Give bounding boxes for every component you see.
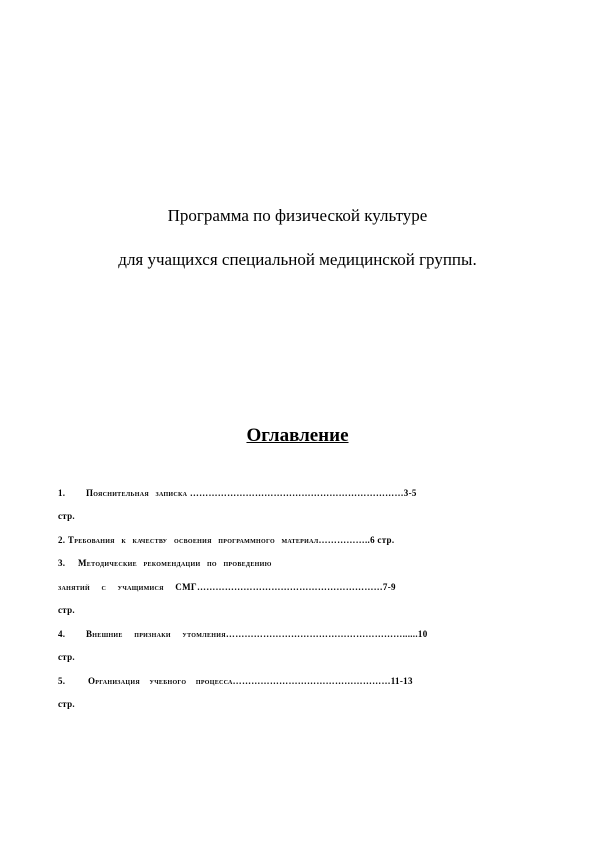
toc-item-text: Требования к качеству освоения программного материал (67, 535, 319, 545)
toc-item-number: 4. (58, 629, 66, 639)
toc-item-3-continued (58, 582, 396, 592)
toc-item-number: 3. (58, 558, 66, 568)
toc-item-page: стр. (58, 511, 75, 521)
toc-item-page: ……………………………………………………7-9 (196, 582, 396, 592)
toc-item-page: стр. (58, 699, 75, 709)
toc-item-5-continued (58, 699, 75, 709)
toc-item-text: Организация учебного процесса (88, 676, 233, 686)
toc-item-5 (58, 676, 413, 686)
toc-item-text: занятий с учащимися СМГ (58, 582, 197, 592)
toc-item-4-continued (58, 652, 75, 662)
toc-item-1-continued (58, 511, 75, 521)
toc-item-page: …………………………………………………......10 (225, 629, 428, 639)
toc-item-page: ……………..6 стр. (318, 535, 395, 545)
toc-item-page: ……………………………………………………………3-5 (187, 488, 417, 498)
toc-item-page: стр. (58, 605, 75, 615)
toc-item-page: ……………………………………………11-13 (232, 676, 413, 686)
toc-item-number: 5. (58, 676, 66, 686)
toc-item-3-page-suffix (58, 605, 75, 615)
toc-item-3 (58, 558, 272, 568)
toc-item-text: Внешние признаки утомления (86, 629, 226, 639)
toc-item-4 (58, 629, 428, 639)
toc-item-number: 2. (58, 535, 66, 545)
toc-item-text: Методические рекомендации по проведению (78, 558, 272, 568)
toc-item-number: 1. (58, 488, 66, 498)
toc-item-2 (58, 535, 394, 545)
document-title-line-1: Программа по физической культуре (167, 206, 428, 225)
toc-heading: Оглавление (246, 425, 349, 446)
toc-item-text: Пояснительная записка (86, 488, 188, 498)
toc-item-page: стр. (58, 652, 75, 662)
document-title-line-2: для учащихся специальной медицинской группы. (118, 250, 477, 269)
toc-item-1 (58, 488, 417, 498)
